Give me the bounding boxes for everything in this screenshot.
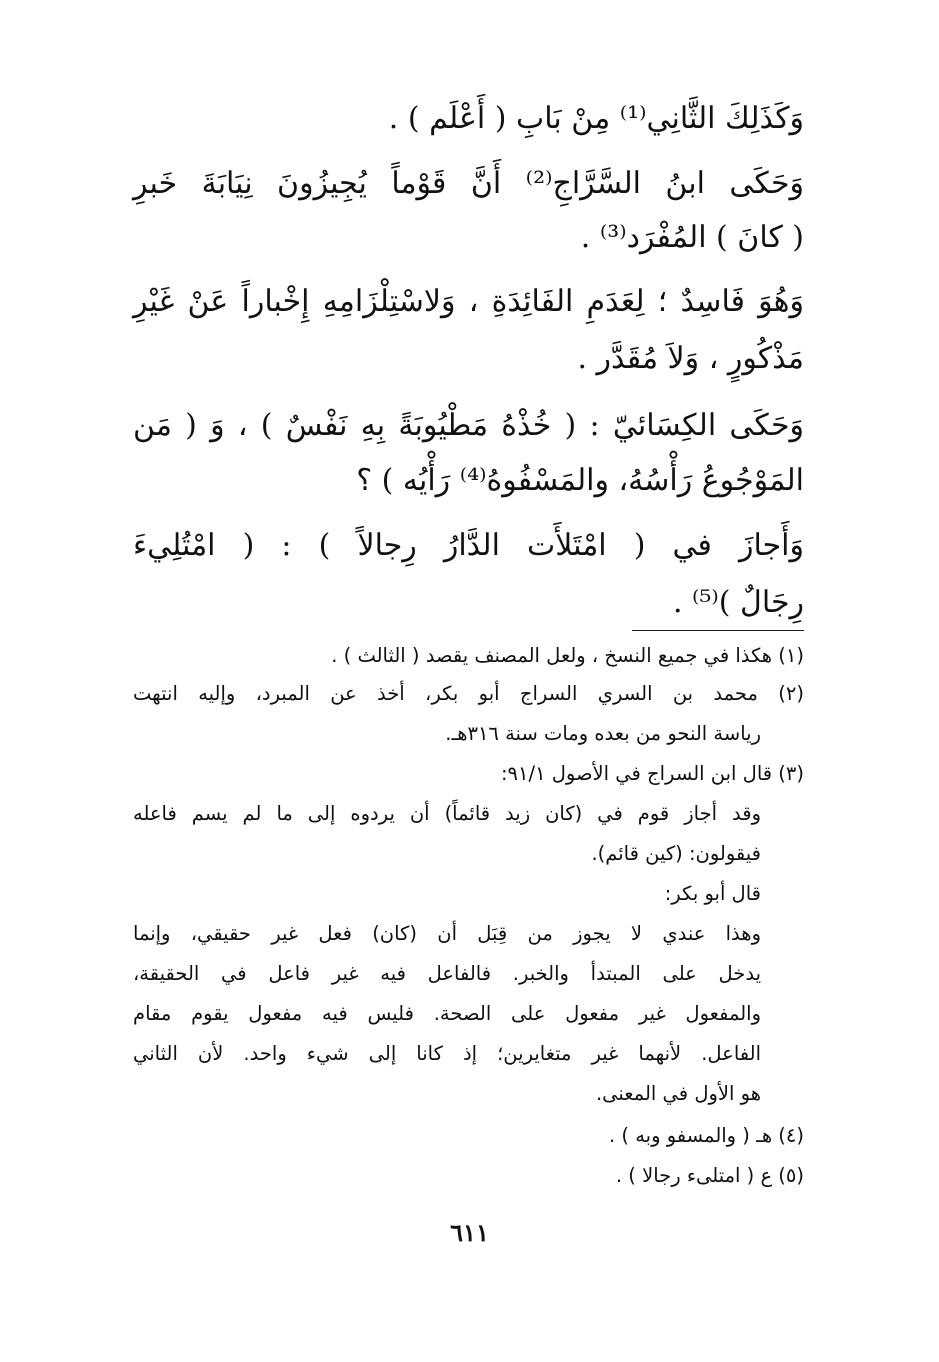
page-number: ٦١١ — [450, 1218, 489, 1247]
footnote-line: هو الأول في المعنى. — [595, 1082, 761, 1105]
footnote-line: والمفعول غير مفعول على الصحة. فليس فيه مفعول يقوم مقام — [133, 1002, 761, 1025]
footnote-line: يدخل على المبتدأ والخبر. فالفاعل فيه غير فاعل في الحقيقة، — [133, 962, 761, 985]
main-text-line: وَأَجازَ في ( امْتَلأَت الدَّارُ رِجالاً ) : ( امْتُلِيءَ — [133, 528, 804, 563]
footnote-line: وهذا عندي لا يجوز من قِبَل أن (كان) فعل غير حقيقي، وإنما — [133, 922, 761, 945]
main-text-line: وَحَكَى ابنُ السَّرَّاجِ⁽²⁾ أَنَّ قَوْماً يُجِيزُونَ نِيَابَةَ خَبرِ — [133, 166, 804, 201]
main-text-line: وَكَذَلِكَ الثَّانِي⁽¹⁾ مِنْ بَابِ ( أَعْلَم ) . — [388, 101, 804, 136]
footnote-separator — [632, 630, 804, 631]
footnote-line: (٣) قال ابن السراج في الأصول ٩١/١: — [500, 762, 804, 785]
main-text-line: وَهُوَ فَاسِدٌ ؛ لِعَدَمِ الفَائِدَةِ ، وَلاسْتِلْزَامِهِ إِخْباراً عَنْ غَيْرِ — [133, 284, 804, 319]
footnote-line: (٢) محمد بن السري السراج أبو بكر، أخذ عن المبرد، وإليه انتهت — [133, 682, 804, 705]
main-text-line: رِجَالٌ )⁽⁵⁾ . — [672, 585, 804, 620]
footnote-line: (٥) ع ( امتلىء رجالا ) . — [615, 1164, 804, 1187]
footnote-line: فيقولون: (كين قائم). — [591, 842, 761, 865]
main-text-line: وَحَكَى الكِسَائيّ : ( خُذْهُ مَطْيُوبَةً بِهِ نَفْسٌ ) ، وَ ( مَن — [133, 408, 804, 443]
main-text-line: مَذْكُورٍ ، وَلاَ مُقَدَّر . — [577, 341, 804, 376]
main-text-line: المَوْجُوعُ رَأْسُهُ، والمَسْفُوهُ⁽⁴⁾ رَأْيُه ) ؟ — [356, 463, 804, 498]
footnote-line: وقد أجاز قوم في (كان زيد قائماً) أن يردوه إلى ما لم يسم فاعله — [133, 802, 761, 825]
main-text-line: ( كانَ ) المُفْرَد⁽³⁾ . — [580, 220, 804, 255]
footnote-line: رياسة النحو من بعده ومات سنة ٣١٦هـ. — [445, 722, 761, 745]
footnote-line: قال أبو بكر: — [664, 882, 761, 905]
footnote-line: (٤) هـ ( والمسفو وبه ) . — [609, 1124, 804, 1147]
footnote-line: (١) هكذا في جميع النسخ ، ولعل المصنف يقصد ( الثالث ) . — [331, 644, 804, 667]
footnote-line: الفاعل. لأنهما غير متغايرين؛ إذ كانا إلى شيء واحد. لأن الثاني — [133, 1042, 761, 1065]
